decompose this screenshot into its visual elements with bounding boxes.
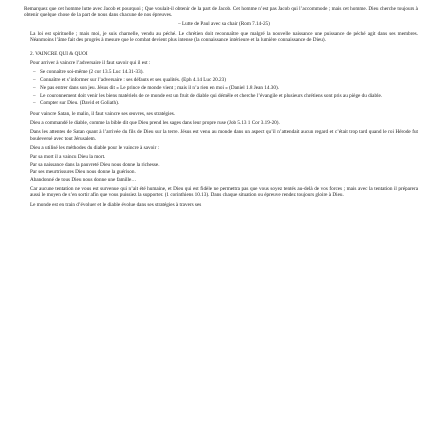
list-item: – Le couronnement doit venir les biens matériels de ce monde est un fruit de diable qui démêle et cherche l’évangile et plusieurs chrétiens sont pris au piège du diable. bbox=[40, 93, 418, 99]
bullet-list bbox=[30, 69, 418, 106]
body-paragraph: Pour vaincre Satan, le malin, il faut vaincre ses œuvres, ses stratégies. bbox=[30, 110, 176, 117]
intro-paragraph: Remarquez que cet homme lutte avec Jacob et pourquoi ; Que voulait-il obtenir de la part de Jacob. Cet homme n’est pas Jacob qui l’accommode ; mais cet homme. Dieu cherche toujours à obtenir quelque chose de la part de nous dans chacune de nos épreuves. bbox=[24, 6, 418, 19]
body-line: Par ses meurtrissures Dieu nous donne la guérison. bbox=[30, 169, 136, 176]
list-item: – Se connaître soi-même (2 cor 13.5 Luc 14.31-33). bbox=[40, 69, 418, 75]
body-line: Abandonné de tous Dieu nous donne une famille… bbox=[30, 177, 137, 184]
list-item: – Ne pas entrer dans son jeu. Jésus dit « Le prince de monde vient ; mais il n’a rien en moi » (Daniel 1.8 Jean 14.30). bbox=[40, 85, 418, 91]
section-title: 2. VAINCRE QUI & QUOI bbox=[30, 51, 88, 58]
scripture-reference: – Lutte de Paul avec sa chair (Rom 7.14-25) bbox=[178, 21, 270, 28]
list-item: – Compter sur Dieu. (David et Goliath). bbox=[40, 100, 418, 106]
section-subtitle: Pour arriver à vaincre l’adversaire il faut savoir qui il est : bbox=[30, 60, 151, 67]
list-item: – Connaître et s’informer sur l’adversaire : ses défauts et ses qualités. (Eph 4.14 Luc 20.23) bbox=[40, 77, 418, 83]
body-paragraph: Dans les attentes de Satan quant à l’arrivée du fils de Dieu sur la terre. Jésus est venu au monde dans un aspect qu’il n’attendait aucun regard et c’était trop tard quand le roi Hérode fut bouleversé avec tout Jérusalem. bbox=[30, 129, 418, 142]
body-paragraph: Le monde est en train d’évoluer et le diable évolue dans ses stratégies à travers ses bbox=[30, 201, 202, 208]
body-paragraph: Car aucune tentation ne vous est survenue qui n’ait été humaine, et Dieu qui est fidèle ne permettra pas que vous soyez tentés au-delà de vos forces ; mais avec la tentation il préparera aussi le moyen de s’en sortir afin que vous puissiez la supporter. (1 corinthiens 10.13). Dans chaque situation ou épreuve rendez toujours gloire à Dieu. bbox=[30, 186, 418, 199]
intro-paragraph-2: La loi est spirituelle ; mais moi, je suis charnelle, vendu au péché. Le chrétien doit reconnaître que malgré la nouvelle naissance une puissance de péché agit dans ses membres. Néanmoins l’âme fait des progrès à mesure que le combat devient plus intense (la connaissance intérieure et la lumière connaissance de Dieu). bbox=[30, 30, 418, 43]
body-line: Par sa mort il a vaincu Dieu la mort. bbox=[30, 153, 106, 160]
body-paragraph: Dieu a utilisé les méthodes du diable pour le vaincre à savoir : bbox=[30, 144, 160, 151]
body-paragraph: Dieu a commandé le diable, comme la bible dit que Dieu prend les sages dans leur propre ruse (Job 5.13 1 Cor 3.19-20). bbox=[30, 120, 280, 127]
body-line: Par sa naissance dans la pauvreté Dieu nous donne la richesse. bbox=[30, 161, 160, 168]
